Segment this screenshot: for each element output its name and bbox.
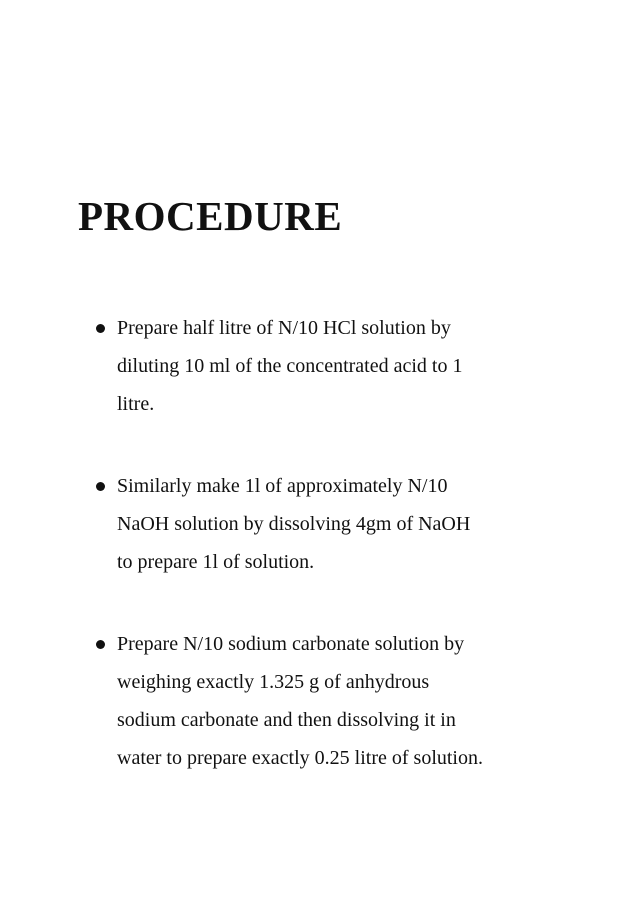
bullet-icon [96,324,105,333]
list-item-line: diluting 10 ml of the concentrated acid to 1 [117,355,463,377]
list-item [96,625,596,777]
list-item-line: water to prepare exactly 0.25 litre of solution. [117,747,483,769]
bullet-icon [96,482,105,491]
bullet-icon [96,640,105,649]
procedure-list [96,309,596,821]
list-item-line: weighing exactly 1.325 g of anhydrous [117,671,430,693]
list-item-line: Prepare N/10 sodium carbonate solution by [117,633,465,655]
list-item-line: Prepare half litre of N/10 HCl solution by [117,317,451,339]
list-item-line: sodium carbonate and then dissolving it in [117,709,456,731]
page-title: PROCEDURE [78,193,343,239]
list-item-line: litre. [117,393,155,415]
list-item [96,467,596,581]
list-item-line: to prepare 1l of solution. [117,551,315,573]
list-item [96,309,596,423]
list-item-line: Similarly make 1l of approximately N/10 [117,475,448,497]
list-item-line: NaOH solution by dissolving 4gm of NaOH [117,513,471,535]
